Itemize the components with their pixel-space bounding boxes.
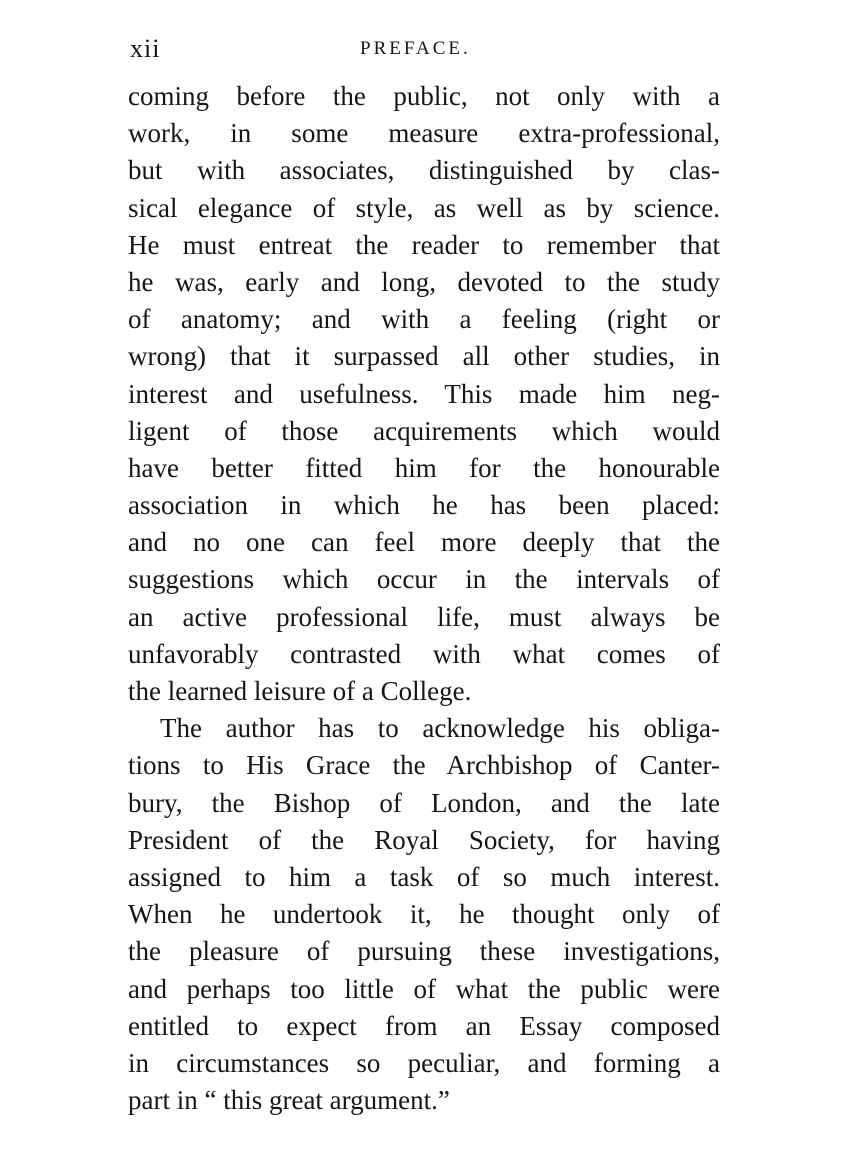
paragraph bbox=[128, 710, 720, 1119]
text-line: entitled to expect from an Essay composed bbox=[128, 1010, 720, 1041]
text-line: President of the Royal Society, for having bbox=[128, 824, 720, 855]
text-line: work, in some measure extra-professional, bbox=[128, 118, 720, 149]
text-line: but with associates, distinguished by clas- bbox=[128, 155, 720, 186]
text-line: he was, early and long, devoted to the study bbox=[128, 266, 720, 297]
text-line: have better fitted him for the honourable bbox=[128, 452, 720, 483]
text-line: part in “ this great argument.” bbox=[128, 1085, 450, 1116]
text-line: ligent of those acquirements which would bbox=[128, 415, 720, 446]
text-line: sical elegance of style, as well as by science. bbox=[128, 192, 720, 223]
body-text bbox=[128, 78, 720, 1119]
page-number: xii bbox=[130, 34, 161, 63]
text-line: assigned to him a task of so much interest. bbox=[128, 861, 720, 892]
text-line: and no one can feel more deeply that the bbox=[128, 527, 720, 558]
text-line: He must entreat the reader to remember that bbox=[128, 229, 720, 260]
text-line: When he undertook it, he thought only of bbox=[128, 899, 720, 930]
text-line: association in which he has been placed: bbox=[128, 490, 720, 521]
text-line: unfavorably contrasted with what comes of bbox=[128, 638, 720, 669]
text-line: the learned leisure of a College. bbox=[128, 676, 472, 706]
text-line: suggestions which occur in the intervals of bbox=[128, 564, 720, 595]
text-line: the pleasure of pursuing these investigations, bbox=[128, 936, 720, 967]
text-line: interest and usefulness. This made him neg- bbox=[128, 378, 720, 409]
text-line: an active professional life, must always be bbox=[128, 601, 720, 632]
text-line: tions to His Grace the Archbishop of Canter- bbox=[128, 750, 720, 781]
text-line: The author has to acknowledge his obliga- bbox=[160, 713, 720, 744]
text-line: wrong) that it surpassed all other studies, in bbox=[128, 341, 720, 372]
text-line: and perhaps too little of what the public were bbox=[128, 973, 720, 1004]
text-line: in circumstances so peculiar, and forming a bbox=[128, 1047, 720, 1078]
paragraph bbox=[128, 78, 720, 710]
page-header bbox=[130, 34, 720, 68]
text-line: coming before the public, not only with a bbox=[128, 81, 720, 111]
text-line: of anatomy; and with a feeling (right or bbox=[128, 304, 720, 335]
text-line: bury, the Bishop of London, and the late bbox=[128, 787, 720, 818]
running-head: PREFACE. bbox=[360, 38, 471, 59]
